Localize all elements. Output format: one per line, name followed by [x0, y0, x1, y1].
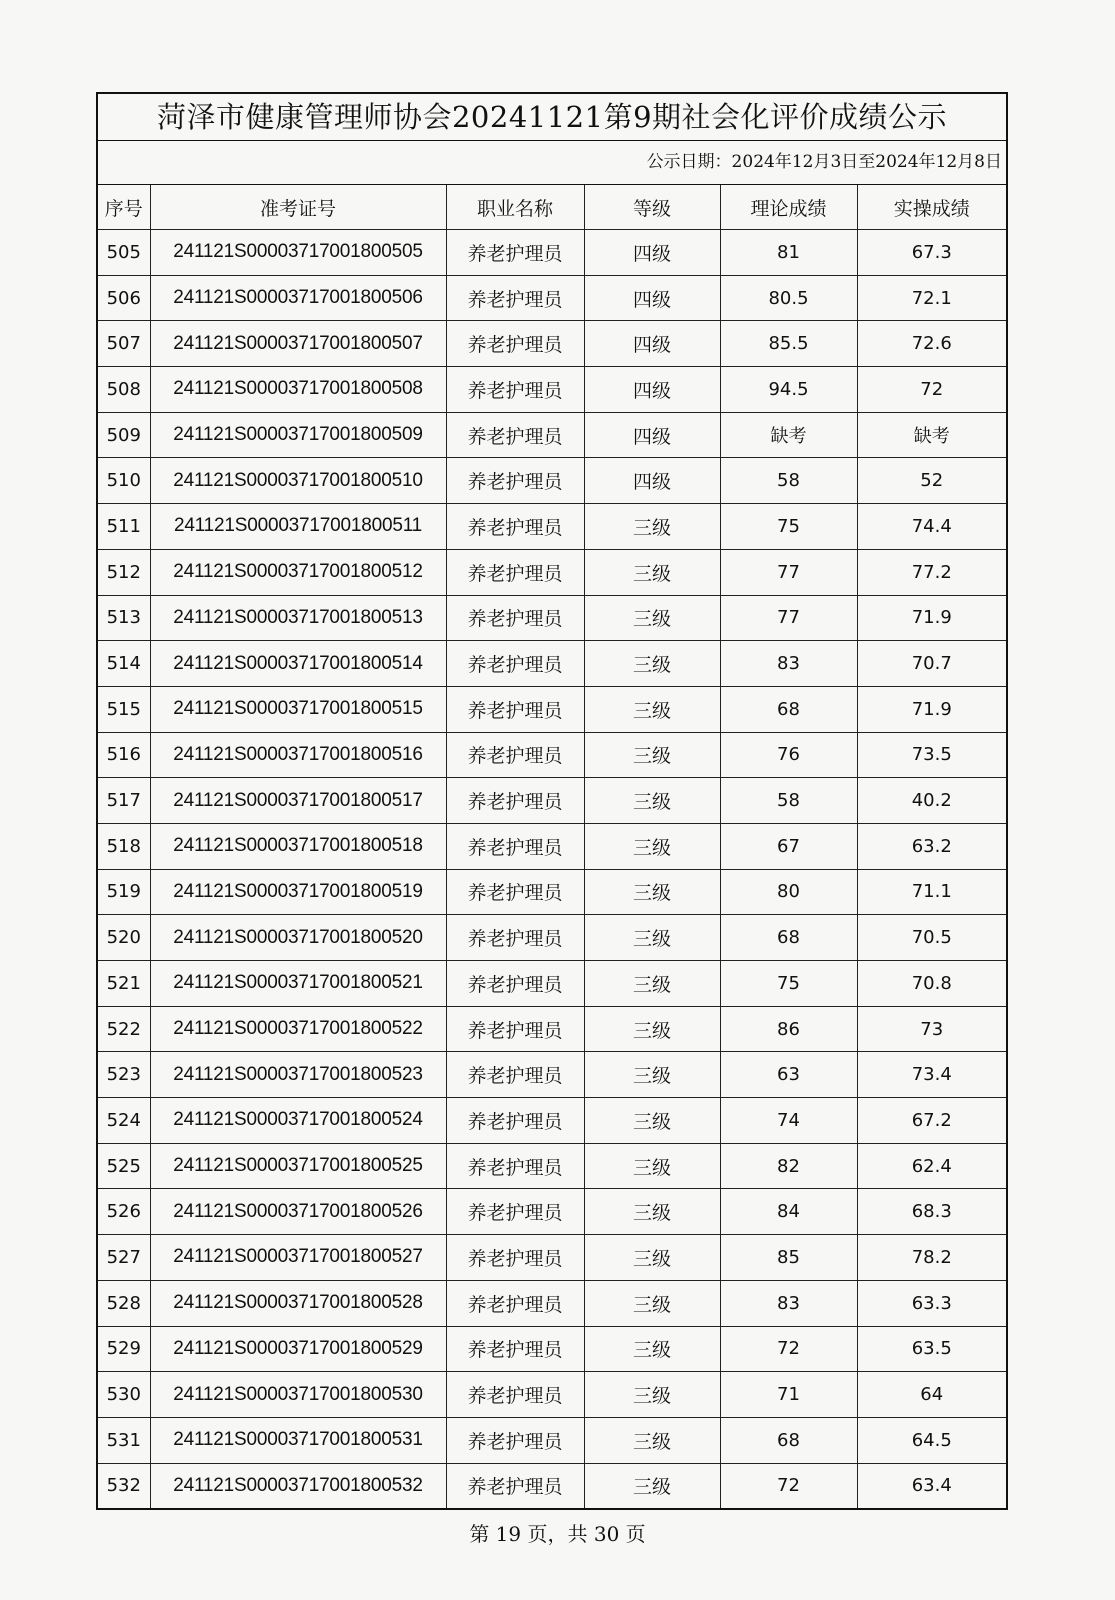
practice-score-cell: 63.5 — [857, 1326, 1006, 1372]
seq-cell: 507 — [98, 321, 150, 367]
level-cell: 三级 — [584, 1463, 720, 1508]
occupation-cell: 养老护理员 — [446, 1098, 584, 1144]
practice-score-cell: 68.3 — [857, 1189, 1006, 1235]
seq-cell: 526 — [98, 1189, 150, 1235]
theory-score-cell: 80.5 — [720, 275, 857, 321]
theory-score-cell: 82 — [720, 1143, 857, 1189]
seq-cell: 515 — [98, 686, 150, 732]
table-row — [98, 321, 1006, 367]
header-exam-id: 准考证号 — [150, 185, 446, 230]
seq-cell: 518 — [98, 823, 150, 869]
page-title: 菏泽市健康管理师协会20241121第9期社会化评价成绩公示 — [98, 94, 1006, 141]
level-cell: 三级 — [584, 869, 720, 915]
occupation-cell: 养老护理员 — [446, 961, 584, 1007]
seq-cell: 532 — [98, 1463, 150, 1508]
table-row — [98, 1189, 1006, 1235]
level-cell: 三级 — [584, 1006, 720, 1052]
table-row — [98, 549, 1006, 595]
score-table — [98, 185, 1006, 1508]
level-cell: 四级 — [584, 412, 720, 458]
occupation-cell: 养老护理员 — [446, 1189, 584, 1235]
level-cell: 三级 — [584, 549, 720, 595]
table-row — [98, 1372, 1006, 1418]
practice-score-cell: 78.2 — [857, 1235, 1006, 1281]
occupation-cell: 养老护理员 — [446, 1143, 584, 1189]
practice-score-cell: 63.3 — [857, 1280, 1006, 1326]
exam-id-cell: 241121S00003717001800529 — [150, 1326, 446, 1372]
practice-score-cell: 77.2 — [857, 549, 1006, 595]
level-cell: 三级 — [584, 1143, 720, 1189]
exam-id-cell: 241121S00003717001800530 — [150, 1372, 446, 1418]
occupation-cell: 养老护理员 — [446, 1463, 584, 1508]
exam-id-cell: 241121S00003717001800508 — [150, 367, 446, 413]
seq-cell: 506 — [98, 275, 150, 321]
exam-id-cell: 241121S00003717001800513 — [150, 595, 446, 641]
practice-score-cell: 62.4 — [857, 1143, 1006, 1189]
level-cell: 三级 — [584, 1372, 720, 1418]
practice-score-cell: 70.7 — [857, 641, 1006, 687]
practice-score-cell: 71.9 — [857, 595, 1006, 641]
seq-cell: 529 — [98, 1326, 150, 1372]
table-row — [98, 1143, 1006, 1189]
theory-score-cell: 86 — [720, 1006, 857, 1052]
table-row — [98, 275, 1006, 321]
table-row — [98, 504, 1006, 550]
exam-id-cell: 241121S00003717001800507 — [150, 321, 446, 367]
exam-id-cell: 241121S00003717001800524 — [150, 1098, 446, 1144]
exam-id-cell: 241121S00003717001800523 — [150, 1052, 446, 1098]
level-cell: 三级 — [584, 504, 720, 550]
seq-cell: 522 — [98, 1006, 150, 1052]
level-cell: 三级 — [584, 961, 720, 1007]
occupation-cell: 养老护理员 — [446, 641, 584, 687]
seq-cell: 527 — [98, 1235, 150, 1281]
level-cell: 四级 — [584, 367, 720, 413]
occupation-cell: 养老护理员 — [446, 778, 584, 824]
seq-cell: 509 — [98, 412, 150, 458]
page-number: 第 19 页，共 30 页 — [469, 1522, 646, 1546]
table-row — [98, 1052, 1006, 1098]
score-notice-sheet — [96, 92, 1008, 1510]
level-cell: 三级 — [584, 1326, 720, 1372]
occupation-cell: 养老护理员 — [446, 321, 584, 367]
occupation-cell: 养老护理员 — [446, 275, 584, 321]
seq-cell: 517 — [98, 778, 150, 824]
seq-cell: 524 — [98, 1098, 150, 1144]
table-row — [98, 686, 1006, 732]
seq-cell: 512 — [98, 549, 150, 595]
table-header-row — [98, 185, 1006, 230]
level-cell: 三级 — [584, 686, 720, 732]
table-row — [98, 869, 1006, 915]
table-row — [98, 595, 1006, 641]
occupation-cell: 养老护理员 — [446, 823, 584, 869]
practice-score-cell: 72 — [857, 367, 1006, 413]
seq-cell: 505 — [98, 230, 150, 276]
level-cell: 三级 — [584, 1417, 720, 1463]
practice-score-cell: 70.5 — [857, 915, 1006, 961]
exam-id-cell: 241121S00003717001800517 — [150, 778, 446, 824]
practice-score-cell: 64 — [857, 1372, 1006, 1418]
occupation-cell: 养老护理员 — [446, 1006, 584, 1052]
occupation-cell: 养老护理员 — [446, 1052, 584, 1098]
practice-score-cell: 72.1 — [857, 275, 1006, 321]
occupation-cell: 养老护理员 — [446, 367, 584, 413]
theory-score-cell: 75 — [720, 961, 857, 1007]
theory-score-cell: 72 — [720, 1463, 857, 1508]
header-seq: 序号 — [98, 185, 150, 230]
level-cell: 三级 — [584, 1052, 720, 1098]
level-cell: 三级 — [584, 915, 720, 961]
practice-score-cell: 63.4 — [857, 1463, 1006, 1508]
occupation-cell: 养老护理员 — [446, 1280, 584, 1326]
exam-id-cell: 241121S00003717001800522 — [150, 1006, 446, 1052]
table-row — [98, 412, 1006, 458]
exam-id-cell: 241121S00003717001800520 — [150, 915, 446, 961]
level-cell: 三级 — [584, 732, 720, 778]
occupation-cell: 养老护理员 — [446, 1417, 584, 1463]
table-row — [98, 641, 1006, 687]
level-cell: 四级 — [584, 458, 720, 504]
theory-score-cell: 76 — [720, 732, 857, 778]
table-row — [98, 1006, 1006, 1052]
exam-id-cell: 241121S00003717001800526 — [150, 1189, 446, 1235]
theory-score-cell: 84 — [720, 1189, 857, 1235]
table-row — [98, 367, 1006, 413]
seq-cell: 513 — [98, 595, 150, 641]
occupation-cell: 养老护理员 — [446, 686, 584, 732]
notice-date: 公示日期：2024年12月3日至2024年12月8日 — [98, 141, 1006, 185]
theory-score-cell: 68 — [720, 915, 857, 961]
practice-score-cell: 74.4 — [857, 504, 1006, 550]
practice-score-cell: 63.2 — [857, 823, 1006, 869]
occupation-cell: 养老护理员 — [446, 1235, 584, 1281]
table-row — [98, 1280, 1006, 1326]
level-cell: 三级 — [584, 595, 720, 641]
exam-id-cell: 241121S00003717001800510 — [150, 458, 446, 504]
practice-score-cell: 缺考 — [857, 412, 1006, 458]
theory-score-cell: 58 — [720, 778, 857, 824]
level-cell: 三级 — [584, 823, 720, 869]
table-row — [98, 1235, 1006, 1281]
seq-cell: 511 — [98, 504, 150, 550]
header-level: 等级 — [584, 185, 720, 230]
seq-cell: 525 — [98, 1143, 150, 1189]
theory-score-cell: 63 — [720, 1052, 857, 1098]
seq-cell: 514 — [98, 641, 150, 687]
seq-cell: 516 — [98, 732, 150, 778]
theory-score-cell: 75 — [720, 504, 857, 550]
header-theory-score: 理论成绩 — [720, 185, 857, 230]
theory-score-cell: 85.5 — [720, 321, 857, 367]
theory-score-cell: 74 — [720, 1098, 857, 1144]
practice-score-cell: 71.1 — [857, 869, 1006, 915]
seq-cell: 510 — [98, 458, 150, 504]
theory-score-cell: 80 — [720, 869, 857, 915]
level-cell: 三级 — [584, 778, 720, 824]
theory-score-cell: 72 — [720, 1326, 857, 1372]
table-row — [98, 458, 1006, 504]
seq-cell: 523 — [98, 1052, 150, 1098]
occupation-cell: 养老护理员 — [446, 504, 584, 550]
practice-score-cell: 40.2 — [857, 778, 1006, 824]
theory-score-cell: 77 — [720, 595, 857, 641]
seq-cell: 531 — [98, 1417, 150, 1463]
theory-score-cell: 83 — [720, 641, 857, 687]
occupation-cell: 养老护理员 — [446, 869, 584, 915]
exam-id-cell: 241121S00003717001800512 — [150, 549, 446, 595]
occupation-cell: 养老护理员 — [446, 1372, 584, 1418]
table-row — [98, 230, 1006, 276]
table-row — [98, 823, 1006, 869]
exam-id-cell: 241121S00003717001800505 — [150, 230, 446, 276]
theory-score-cell: 68 — [720, 1417, 857, 1463]
exam-id-cell: 241121S00003717001800531 — [150, 1417, 446, 1463]
exam-id-cell: 241121S00003717001800515 — [150, 686, 446, 732]
theory-score-cell: 71 — [720, 1372, 857, 1418]
level-cell: 三级 — [584, 1235, 720, 1281]
theory-score-cell: 58 — [720, 458, 857, 504]
table-row — [98, 1098, 1006, 1144]
practice-score-cell: 52 — [857, 458, 1006, 504]
occupation-cell: 养老护理员 — [446, 412, 584, 458]
occupation-cell: 养老护理员 — [446, 458, 584, 504]
exam-id-cell: 241121S00003717001800519 — [150, 869, 446, 915]
seq-cell: 519 — [98, 869, 150, 915]
exam-id-cell: 241121S00003717001800521 — [150, 961, 446, 1007]
occupation-cell: 养老护理员 — [446, 549, 584, 595]
level-cell: 三级 — [584, 1189, 720, 1235]
table-row — [98, 1417, 1006, 1463]
exam-id-cell: 241121S00003717001800516 — [150, 732, 446, 778]
occupation-cell: 养老护理员 — [446, 732, 584, 778]
exam-id-cell: 241121S00003717001800518 — [150, 823, 446, 869]
practice-score-cell: 64.5 — [857, 1417, 1006, 1463]
exam-id-cell: 241121S00003717001800511 — [150, 504, 446, 550]
level-cell: 四级 — [584, 275, 720, 321]
theory-score-cell: 81 — [720, 230, 857, 276]
table-row — [98, 1463, 1006, 1508]
level-cell: 四级 — [584, 230, 720, 276]
level-cell: 三级 — [584, 1280, 720, 1326]
theory-score-cell: 85 — [720, 1235, 857, 1281]
theory-score-cell: 67 — [720, 823, 857, 869]
exam-id-cell: 241121S00003717001800514 — [150, 641, 446, 687]
theory-score-cell: 94.5 — [720, 367, 857, 413]
practice-score-cell: 67.2 — [857, 1098, 1006, 1144]
header-practice-score: 实操成绩 — [857, 185, 1006, 230]
table-row — [98, 915, 1006, 961]
level-cell: 四级 — [584, 321, 720, 367]
practice-score-cell: 72.6 — [857, 321, 1006, 367]
theory-score-cell: 68 — [720, 686, 857, 732]
seq-cell: 528 — [98, 1280, 150, 1326]
occupation-cell: 养老护理员 — [446, 915, 584, 961]
practice-score-cell: 67.3 — [857, 230, 1006, 276]
seq-cell: 530 — [98, 1372, 150, 1418]
table-row — [98, 732, 1006, 778]
theory-score-cell: 83 — [720, 1280, 857, 1326]
exam-id-cell: 241121S00003717001800509 — [150, 412, 446, 458]
seq-cell: 521 — [98, 961, 150, 1007]
table-row — [98, 1326, 1006, 1372]
exam-id-cell: 241121S00003717001800528 — [150, 1280, 446, 1326]
seq-cell: 520 — [98, 915, 150, 961]
occupation-cell: 养老护理员 — [446, 595, 584, 641]
table-row — [98, 961, 1006, 1007]
practice-score-cell: 73 — [857, 1006, 1006, 1052]
header-occupation: 职业名称 — [446, 185, 584, 230]
level-cell: 三级 — [584, 641, 720, 687]
occupation-cell: 养老护理员 — [446, 1326, 584, 1372]
practice-score-cell: 71.9 — [857, 686, 1006, 732]
practice-score-cell: 73.4 — [857, 1052, 1006, 1098]
practice-score-cell: 73.5 — [857, 732, 1006, 778]
theory-score-cell: 缺考 — [720, 412, 857, 458]
table-row — [98, 778, 1006, 824]
exam-id-cell: 241121S00003717001800532 — [150, 1463, 446, 1508]
practice-score-cell: 70.8 — [857, 961, 1006, 1007]
seq-cell: 508 — [98, 367, 150, 413]
level-cell: 三级 — [584, 1098, 720, 1144]
occupation-cell: 养老护理员 — [446, 230, 584, 276]
exam-id-cell: 241121S00003717001800525 — [150, 1143, 446, 1189]
theory-score-cell: 77 — [720, 549, 857, 595]
exam-id-cell: 241121S00003717001800527 — [150, 1235, 446, 1281]
exam-id-cell: 241121S00003717001800506 — [150, 275, 446, 321]
